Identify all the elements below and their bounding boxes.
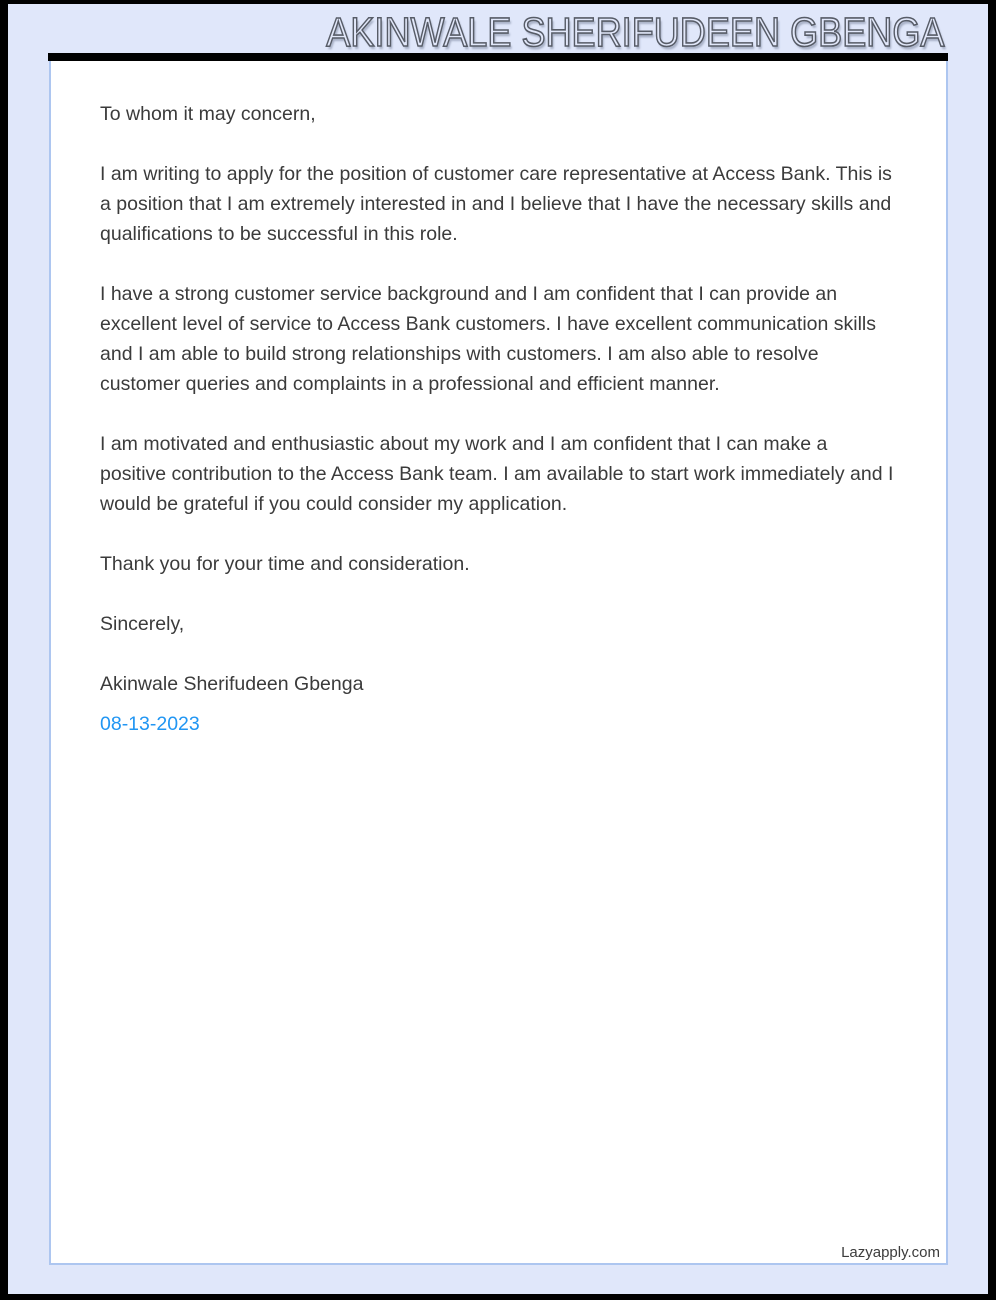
- footer-brand: Lazyapply.com: [841, 1244, 940, 1261]
- letter-header: [8, 4, 988, 53]
- paragraph-2: I have a strong customer service background and I am confident that I can provide an excellent level of service to Access Bank customers. I have excellent communication skills and I am able to build strong relationships with customers. I am also able to resolve customer queries and complaints in a professional and efficient manner.: [100, 283, 877, 395]
- letter-document: [49, 61, 948, 1265]
- closing-line: Sincerely,: [100, 613, 185, 635]
- date-text[interactable]: 08-13-2023: [100, 713, 200, 735]
- signature-name: Akinwale Sherifudeen Gbenga: [100, 673, 364, 695]
- thanks-line: Thank you for your time and consideration.: [100, 553, 470, 575]
- page-title: AKINWALE SHERIFUDEEN GBENGA: [325, 9, 944, 55]
- paragraph-3: I am motivated and enthusiastic about my work and I am confident that I can make a positive contribution to the Access Bank team. I am available to start work immediately and I would be grateful if you could consider my application.: [100, 433, 894, 515]
- letter-body: [51, 61, 946, 739]
- paragraph-1: I am writing to apply for the position of customer care representative at Access Bank. This is a position that I am extremely interested in and I believe that I have the necessary skills and qualifications to be successful in this role.: [100, 163, 892, 245]
- salutation: To whom it may concern,: [100, 103, 316, 125]
